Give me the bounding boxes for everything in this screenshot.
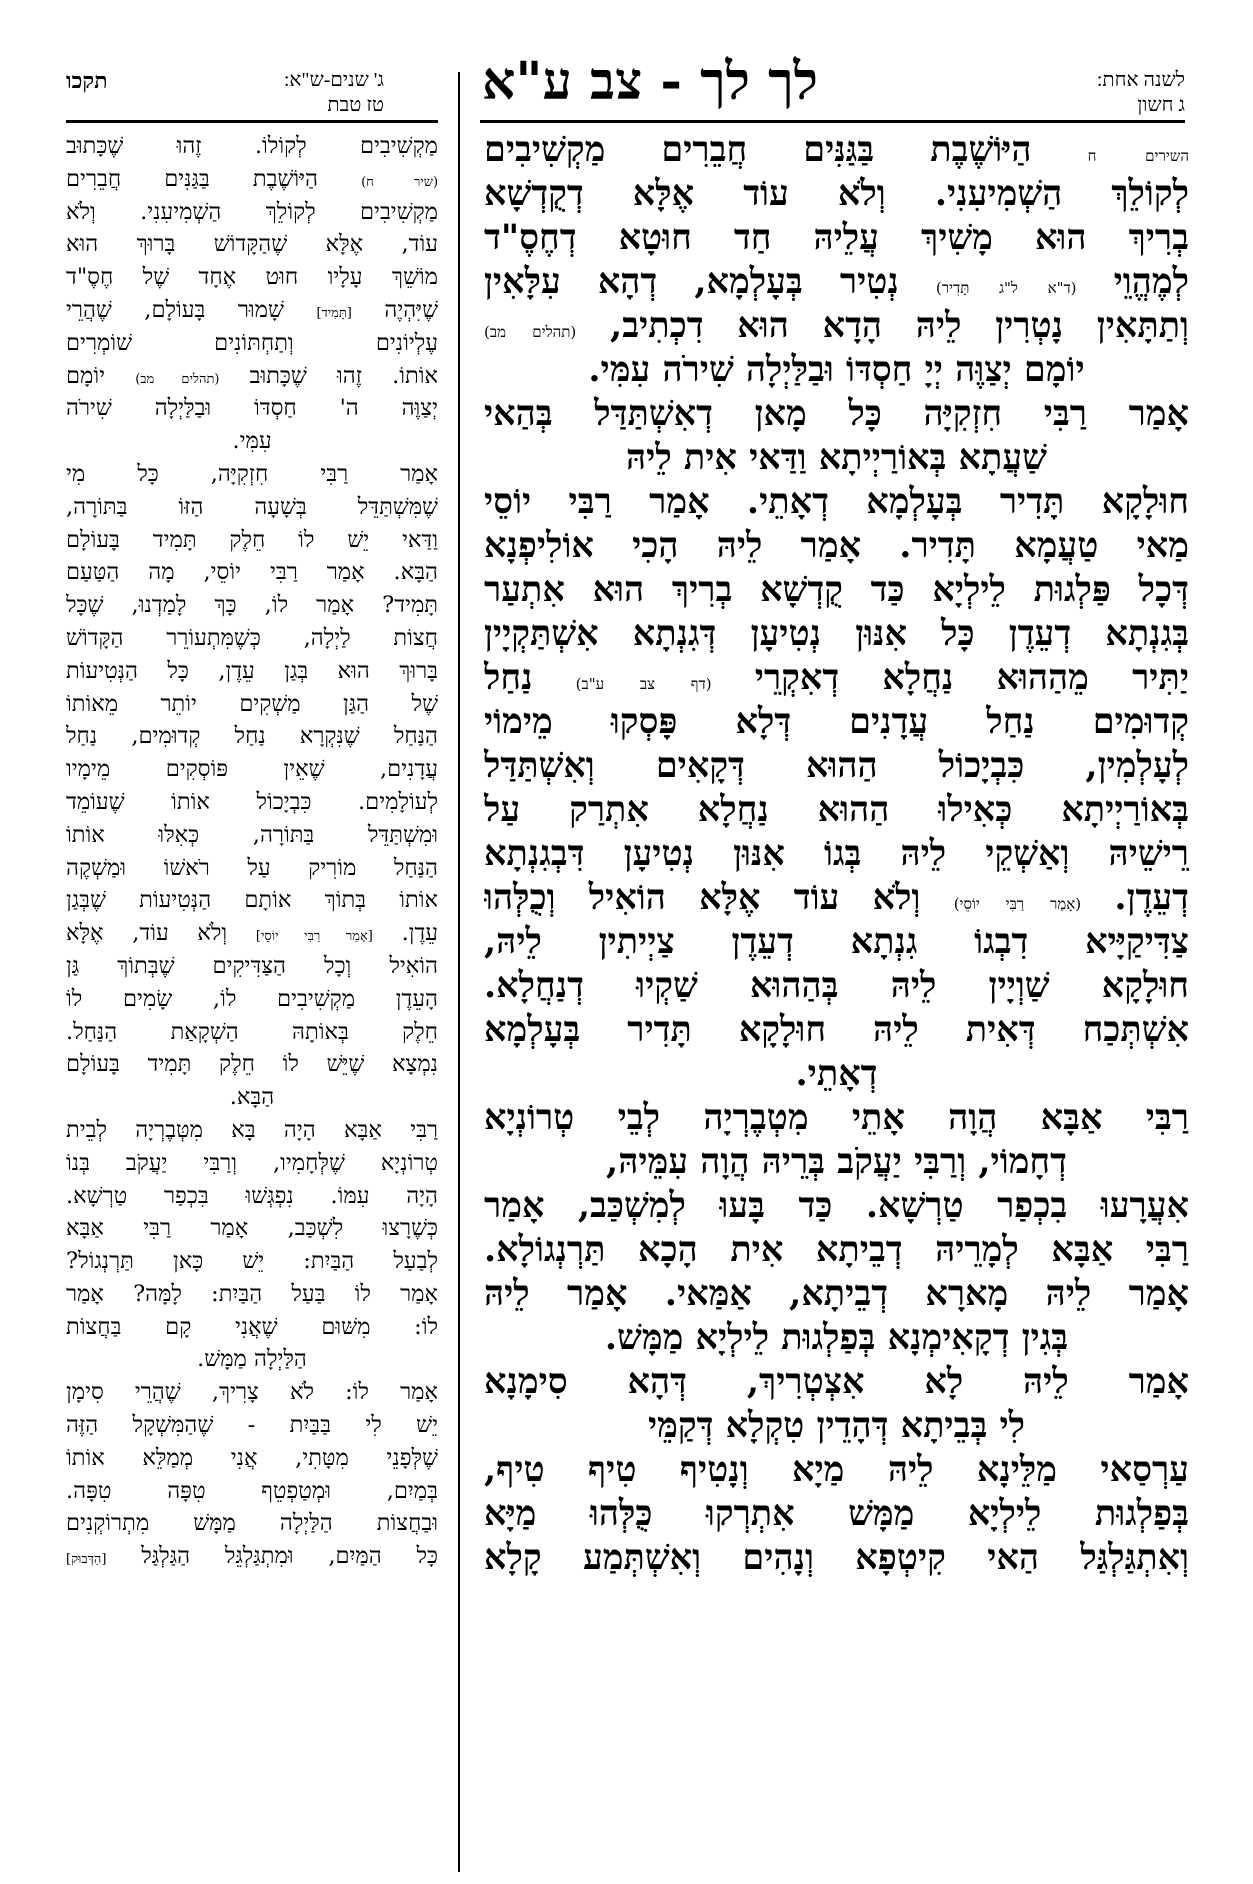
main-text-line bbox=[484, 1404, 1189, 1448]
main-text-line bbox=[484, 304, 1189, 348]
translation-line bbox=[66, 1245, 438, 1278]
translation-line bbox=[66, 917, 438, 950]
main-text-line bbox=[484, 392, 1189, 436]
main-text-line bbox=[484, 1316, 1189, 1360]
main-text-line bbox=[484, 1008, 1189, 1052]
text-span: אָמַר לוֹ: לֹא צָרִיךְ, שֶׁהֲרֵי סִימָן bbox=[66, 1379, 438, 1406]
translation-line bbox=[66, 1409, 438, 1442]
text-span: שֶׁלְּפָנֵי מִטָּתִי, אֲנִי מְמַלֵּא אוֹתוֹ bbox=[66, 1444, 438, 1471]
translation-line bbox=[66, 458, 438, 491]
translation-line bbox=[66, 688, 438, 721]
text-span: עַרְסַאי מַלֵּינָא לֵיהּ מַיָא וְנָטִיף טִיף טִיף, bbox=[484, 1449, 1189, 1490]
text-span: בְּגִנְתָא דְעֵדֶן כָּל אִנּוּן נְטִיעָן דְּגִנְתָא אִשְׁתַּקְיָין bbox=[484, 613, 1189, 654]
translation-line bbox=[66, 261, 438, 294]
text-span: לִי בְּבֵיתָא דְּהָדֵין טִקְלָא דְּקַמֵּי bbox=[647, 1405, 1026, 1446]
text-span: הָיָה עִמּוֹ. נִפְגְּשׁוּ בִּכְפַר טַרְשָׁא. bbox=[66, 1182, 438, 1209]
source-reference: (תהלים מב) bbox=[135, 371, 220, 387]
text-span: קְדוּמִים נַחַל עֲדָנִים דְּלָא פָּסְקוּ מֵימוֹי bbox=[484, 701, 1189, 742]
translation-line bbox=[66, 1114, 438, 1147]
translation-line bbox=[66, 720, 438, 753]
translation-line bbox=[66, 1507, 438, 1540]
text-span: אָמַר לֵיהּ מָארָא דְבֵיתָא, אַמַּאי. אָמַר לֵיהּ bbox=[484, 1273, 1189, 1314]
text-span: דְאָתֵי. bbox=[795, 1053, 878, 1094]
translation-line bbox=[66, 1540, 438, 1573]
text-span: עִמִּי. bbox=[232, 428, 272, 455]
translation-line bbox=[66, 983, 438, 1016]
text-span: דְחָמוֹי, וְרַבִּי יַעֲקֹב בְּרֵיהּ הֲוָה עִמֵּיהּ, bbox=[606, 1141, 1067, 1182]
translation-line bbox=[66, 1016, 438, 1049]
text-span: לְמֶהֱוֵי bbox=[1113, 261, 1189, 302]
text-span: אִשְׁתְּכַח דְּאִית לֵיהּ חוּלָקָא תָּדִיר בְּעָלְמָא bbox=[484, 1009, 1189, 1050]
translation-line bbox=[66, 786, 438, 819]
main-text-line bbox=[484, 348, 1189, 392]
main-text-line bbox=[484, 128, 1189, 172]
text-span: שָׁמוּר בָּעוֹלָם, שֶׁהֲרֵי bbox=[66, 296, 284, 323]
text-span: הַיּוֹשֶׁבֶת בַּגַּנִּים חֲבֵרִים bbox=[66, 165, 318, 192]
text-span: מוֹשֵׁךְ עָלָיו חוּט אֶחָד שֶׁל חֶסֶ"ד bbox=[66, 264, 438, 291]
text-span: שֶׁיִּהְיֶה bbox=[384, 296, 438, 323]
text-span: טְרוֹנְיָא שֶׁלְּחָמִיו, וְרַבִּי יַעֲקֹב בְּנוֹ bbox=[66, 1149, 438, 1176]
source-reference: (דף צב ע"ב) bbox=[575, 675, 712, 693]
translation-line bbox=[66, 819, 438, 852]
text-span: מַאי טַעֲמָא תָּדִיר. אָמַר לֵיהּ הָכִי אוֹלִיפְנָא bbox=[484, 525, 1189, 566]
translation-line bbox=[66, 294, 438, 327]
translation-line bbox=[66, 163, 438, 196]
main-text-line bbox=[484, 260, 1189, 304]
text-span: לְבַעַל הַבַּיִת: יֵשׁ כָּאן תַּרְנְגוֹל? bbox=[66, 1248, 438, 1275]
text-span: חוּלָקָא שַׁוְיָין לֵיהּ בְּהַהוּא שַׁקְיוּ דְנַחֲלָא. bbox=[484, 965, 1189, 1006]
text-span: דְּכָל פַּלְגוּת לֵילְיָא כַּד קֻדְשָׁא בְרִיךְ הוּא אִתְעַר bbox=[484, 569, 1189, 610]
text-span: לְעוֹלָמִים. כִּבְיָכוֹל אוֹתוֹ שֶׁעוֹמֵד bbox=[66, 788, 438, 815]
main-text-line bbox=[484, 1536, 1189, 1580]
page-number: תקכו bbox=[66, 68, 108, 93]
translation-line bbox=[66, 884, 438, 917]
text-span: הַנַּחַל מוֹרִיק עַל רֹאשׁוֹ וּמַשְׁקֶה bbox=[66, 854, 438, 881]
text-span: בָּרוּךְ הוּא בְּגַן עֵדֶן, כָּל הַנְּטִיעוֹת bbox=[66, 657, 438, 684]
text-span: רֵישֵׁיהּ וְאַשְׁקֵי לֵיהּ בְּגוֹ אִנּוּן נְטִיעָן דִּבְגִנְתָא bbox=[484, 833, 1189, 874]
source-reference: השירים ח bbox=[1087, 147, 1189, 165]
main-text-column bbox=[484, 128, 1189, 1878]
text-span: חֵלֶק בְּאוֹתָהּ הַשְׁקָאַת הַנַּחַל. bbox=[66, 1018, 438, 1045]
header-right bbox=[955, 68, 1185, 118]
translation-line bbox=[66, 622, 438, 655]
main-text-line bbox=[484, 1492, 1189, 1536]
translation-line bbox=[66, 1442, 438, 1475]
main-text-line bbox=[484, 920, 1189, 964]
translation-line bbox=[66, 1376, 438, 1409]
text-span: נְטִיר בְּעָלְמָא, דְהָא עִלָּאִין bbox=[484, 261, 899, 302]
text-span: מַקְשִׁיבִים לְקוֹלוֹ. זֶהוּ שֶׁכָּתוּב bbox=[66, 133, 438, 159]
text-span: לוֹ: מִשּׁוּם שֶׁאֲנִי קָם בַּחֲצוֹת bbox=[66, 1313, 438, 1340]
main-text-line bbox=[484, 1184, 1189, 1228]
translation-line bbox=[66, 425, 438, 458]
translation-line bbox=[66, 556, 438, 589]
text-span: רַבִּי אַבָּא הָיָה בָּא מִטְּבֶרְיָה לְבֵית bbox=[66, 1116, 438, 1143]
text-span: עֵדֶן. bbox=[401, 920, 438, 947]
text-span: וּבַחֲצוֹת הַלַּיְלָה מַמָּשׁ מִתְרוֹקְנִים bbox=[66, 1510, 438, 1537]
translation-line bbox=[66, 228, 438, 261]
text-span: וְלֹא עוֹד אֶלָּא הוֹאִיל וְכֻלְּהוּ bbox=[484, 877, 921, 918]
main-text-line bbox=[484, 172, 1189, 216]
source-reference: (אָמַר רַבִּי יוֹסֵי) bbox=[953, 895, 1082, 913]
text-span: הַלַּיְלָה מַמָּשׁ. bbox=[197, 1346, 307, 1373]
header-left-line-2: טז טבת bbox=[327, 94, 384, 116]
translation-line bbox=[66, 1147, 438, 1180]
header-right-line-1: לשנה אחת: bbox=[1096, 69, 1185, 91]
text-span: יֵשׁ לִי בַּבַּיִת - שֶׁהַמִּשְׁקָל הַזֶּה bbox=[66, 1412, 438, 1439]
text-span: יַתִּיר מֵהַהוּא נַחֲלָא דְאִקְרֵי bbox=[754, 657, 1189, 698]
main-text-line bbox=[484, 1272, 1189, 1316]
translation-line bbox=[66, 327, 438, 360]
main-text-line bbox=[484, 1360, 1189, 1404]
text-span: וְאִתְגַּלְגַּל הַאי קִיטְפָא וְנָהִים וְאִשְׁתְּמַע קָלָא bbox=[484, 1537, 1189, 1578]
text-span: בְּפַלְגוּת לֵילְיָא מַמָּשׁ אִתְרְקוּ כֻּלְּהוּ מַיָּא bbox=[484, 1493, 1189, 1534]
main-text-line bbox=[484, 480, 1189, 524]
text-span: הָעֵדֶן מַקְשִׁיבִים לוֹ, שָׂמִים לוֹ bbox=[66, 985, 438, 1012]
text-span: חוּלָקָא תָּדִיר בְּעָלְמָא דְאָתֵי. אָמַר רַבִּי יוֹסֵי bbox=[484, 481, 1189, 522]
source-reference: [תָּמִיד] bbox=[316, 305, 352, 321]
text-span: שַׁעֲתָא בְּאוֹרַיְיתָא וַדַּאי אִית לֵיהּ bbox=[626, 437, 1047, 478]
main-text-line bbox=[484, 1052, 1189, 1096]
main-text-line bbox=[484, 568, 1189, 612]
source-reference: (שיר ח) bbox=[361, 174, 438, 190]
main-text-line bbox=[484, 612, 1189, 656]
translation-line bbox=[66, 589, 438, 622]
text-span: לְקוֹלֵךְ הַשְׁמִיעִנִי. וְלֹא עוֹד אֶלָּא דְקֻדְשָׁא bbox=[484, 173, 1189, 214]
translation-line bbox=[66, 1048, 438, 1081]
text-span: צַדִּיקַיָּיא דִבְגוֹ גִנְתָא דְעֵדֶן צַיְיתִין לֵיהּ, bbox=[484, 921, 1189, 962]
text-span: עֶלְיוֹנִים וְתַחְתּוֹנִים שׁוֹמְרִים bbox=[66, 329, 438, 356]
translation-line bbox=[66, 392, 438, 425]
text-span: כָּל הַמַּיִם, וּמִתְגַּלְגֵּל הַגַּלְגַּל bbox=[141, 1543, 438, 1570]
text-span: אוֹתוֹ. זֶהוּ שֶׁכָּתוּב bbox=[249, 362, 438, 389]
text-span: בְּאוֹרַיְיתָא כְּאִילוּ הַהוּא נַחֲלָא אִתְרַק עַל bbox=[484, 789, 1189, 830]
main-text-line bbox=[484, 876, 1189, 920]
translation-line bbox=[66, 852, 438, 885]
translation-line bbox=[66, 753, 438, 786]
source-reference: (תהלים מב) bbox=[484, 323, 577, 341]
text-span: אָמַר רַבִּי חִזְקִיָּה כָּל מָאן דְאִשְׁתַּדַּל בְּהַאי bbox=[484, 393, 1189, 434]
main-text-line bbox=[484, 1448, 1189, 1492]
translation-line bbox=[66, 1180, 438, 1213]
text-span: בְּגִין דְקָאִימְנָא בְּפַלְגוּת לֵילְיָא מַמָּשׁ. bbox=[604, 1317, 1069, 1358]
main-text-line bbox=[484, 656, 1189, 700]
text-span: רַבִּי אַבָּא הֲוָה אָתֵי מִטְבֶרְיָה לְבֵי טְרוֹנְיָא bbox=[484, 1097, 1189, 1138]
column-divider bbox=[458, 72, 460, 1872]
header-left-line-1: ג' שנים-ש"א: bbox=[283, 69, 384, 91]
text-span: רַבִּי אַבָּא לְמָרֵיהּ דְבֵיתָא אִית הָכָא תַּרְנְגוֹלָא. bbox=[484, 1229, 1189, 1270]
main-text-line bbox=[484, 1096, 1189, 1140]
text-span: הַבָּא. אָמַר רַבִּי יוֹסֵי, מָה הַטַּעַם bbox=[66, 559, 438, 586]
text-span: הַיּוֹשֶׁבֶת בַּגַּנִּים חֲבֵרִים מַקְשִׁיבִים bbox=[484, 129, 1032, 170]
text-span: נַחַל bbox=[484, 657, 533, 698]
text-span: עוֹד, אֶלָּא שֶׁהַקָּדוֹשׁ בָּרוּךְ הוּא bbox=[66, 231, 438, 258]
text-span: אָמַר רַבִּי חִזְקִיָּה, כָּל מִי bbox=[66, 460, 438, 487]
main-text-line bbox=[484, 744, 1189, 788]
translation-line bbox=[66, 491, 438, 524]
translation-line bbox=[66, 1343, 438, 1376]
header-rule-side bbox=[66, 120, 438, 123]
text-span: עֲדָנִים, שֶׁאֵין פּוֹסְקִים מֵימָיו bbox=[66, 756, 438, 783]
text-span: אִעֲרָעוּ בִכְפַר טַרְשָׁא. כַּד בָּעוּ לְמִשְׁכַּב, אָמַר bbox=[484, 1185, 1189, 1226]
text-span: יְצַוֶּה ה' חַסְדּוֹ וּבַלַּיְלָה שִׁירֹה bbox=[66, 395, 438, 422]
text-span: דְעֵדֶן. bbox=[1114, 877, 1189, 918]
translation-line bbox=[66, 1311, 438, 1344]
text-span: כְּשֶׁרָצוּ לִשְׁכַּב, אָמַר רַבִּי אַבָּא bbox=[66, 1215, 438, 1242]
text-span: שֶׁל הַגַּן מַשְׁקִים יוֹתֵר מֵאוֹתוֹ bbox=[66, 690, 438, 717]
main-text-line bbox=[484, 788, 1189, 832]
translation-column bbox=[66, 130, 438, 1875]
translation-line bbox=[66, 950, 438, 983]
translation-line bbox=[66, 196, 438, 229]
text-span: וְתַתָּאִין נָטְרִין לֵיהּ הָדָא הוּא דִכְתִיב, bbox=[610, 305, 1189, 346]
translation-line bbox=[66, 1081, 438, 1114]
translation-line bbox=[66, 1212, 438, 1245]
source-reference: (ד"א ל"ג תָּדִיר) bbox=[935, 279, 1077, 297]
text-span: יוֹמָם bbox=[66, 362, 106, 389]
text-span: אָמַר לֵיהּ לָא אִצְטְרִיךְ, דְּהָא סִימָנָא bbox=[484, 1361, 1189, 1402]
translation-line bbox=[66, 130, 438, 163]
text-span: חֲצוֹת לַיְלָה, כְּשֶׁמִּתְעוֹרֵר הַקָּדוֹשׁ bbox=[66, 624, 438, 651]
text-span: בְרִיךְ הוּא מָשִׁיךְ עֲלֵיהּ חַד חוּטָא דְחֶסֶ"ד bbox=[484, 217, 1189, 258]
text-span: הַנַּחַל שֶׁנִּקְרָא נַחַל קְדוּמִים, נַחַל bbox=[66, 723, 438, 750]
text-span: לְעָלְמִין, כִּבְיָכוֹל הַהוּא דְּקָאִים וְאִשְׁתַּדַּל bbox=[484, 745, 1189, 786]
page-title: לך לך - צב ע"א bbox=[482, 51, 818, 112]
source-reference: [הַדְּבוּק] bbox=[66, 1552, 107, 1568]
header-left bbox=[154, 68, 384, 118]
main-text-line bbox=[484, 964, 1189, 1008]
header-right-line-2: ג חשון bbox=[1137, 94, 1185, 116]
text-span: וְלֹא עוֹד, אֶלָּא bbox=[66, 920, 228, 947]
translation-line bbox=[66, 1278, 438, 1311]
main-text-line bbox=[484, 524, 1189, 568]
main-text-line bbox=[484, 700, 1189, 744]
source-reference: [אָמַר רַבִּי יוֹסֵי] bbox=[255, 929, 373, 945]
text-span: וַדַּאי יֵשׁ לוֹ חֵלֶק תָּמִיד בָּעוֹלָם bbox=[66, 526, 438, 553]
text-span: אוֹתוֹ בְּתוֹךְ אוֹתָם הַנְּטִיעוֹת שֶׁבְּגַן bbox=[66, 887, 438, 914]
translation-line bbox=[66, 524, 438, 557]
main-text-line bbox=[484, 1140, 1189, 1184]
main-text-line bbox=[484, 436, 1189, 480]
translation-line bbox=[66, 360, 438, 393]
translation-line bbox=[66, 1475, 438, 1508]
text-span: תָּמִיד? אָמַר לוֹ, כָּךְ לָמַדְנוּ, שֶׁכָּל bbox=[66, 592, 438, 619]
text-span: נִמְצָא שֶׁיֵּשׁ לוֹ חֵלֶק תָּמִיד בָּעוֹלָם bbox=[66, 1051, 438, 1078]
header-rule-main bbox=[480, 120, 1185, 123]
text-span: מַקְשִׁיבִים לְקוֹלֵךְ הַשְׁמִיעִנִי. וְלֹא bbox=[66, 198, 438, 225]
main-text-line bbox=[484, 216, 1189, 260]
main-text-line bbox=[484, 1228, 1189, 1272]
text-span: וּמִשְׁתַּדֵּל בַּתּוֹרָה, כְּאִלּוּ אוֹתוֹ bbox=[66, 821, 438, 848]
text-span: הוֹאִיל וְכָל הַצַּדִּיקִים שֶׁבְּתוֹךְ גַּן bbox=[66, 952, 438, 979]
text-span: יוֹמָם יְצַוֶּה יְיָ חַסְדּוֹ וּבַלַּיְלָה שִׁירֹה עִמִּי. bbox=[588, 349, 1085, 390]
translation-line bbox=[66, 655, 438, 688]
text-span: הַבָּא. bbox=[229, 1084, 275, 1111]
text-span: שֶׁמִּשְׁתַּדֵּל בְּשָׁעָה הַזּוֹ בַּתּוֹרָה, bbox=[66, 493, 438, 520]
text-span: בְּמַיִם, וּמְטַפְטֵף טִפָּה טִפָּה. bbox=[66, 1477, 438, 1504]
text-span: אָמַר לוֹ בַּעַל הַבַּיִת: לָמָּה? אָמַר bbox=[66, 1280, 438, 1307]
main-text-line bbox=[484, 832, 1189, 876]
